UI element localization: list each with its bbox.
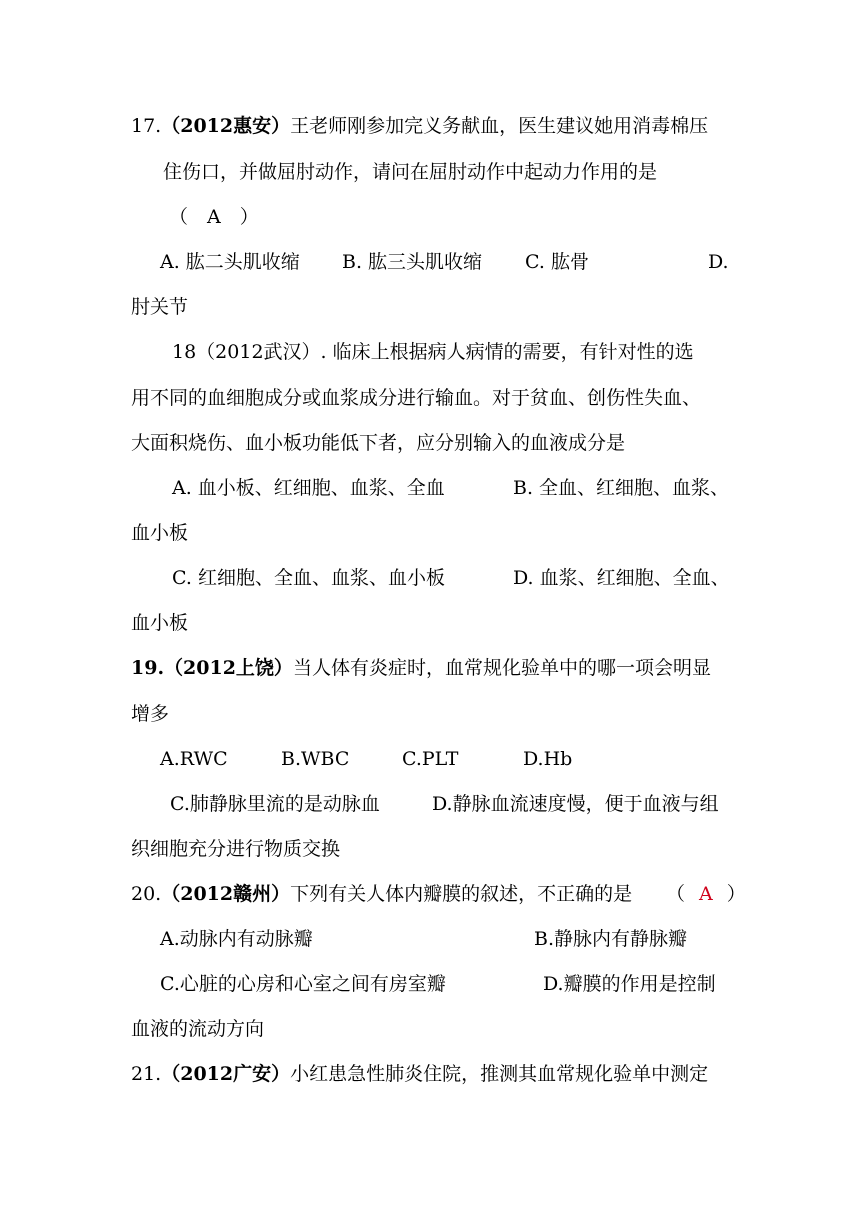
q20-options-cd bbox=[0, 975, 860, 997]
q20-options-ab bbox=[0, 930, 860, 952]
q17-options bbox=[0, 253, 860, 275]
q17-wrap: 肘关节 bbox=[131, 296, 189, 318]
q18-wrap-b: 血小板 bbox=[131, 522, 189, 544]
q18-line2: 用不同的血细胞成分或血浆成分进行输血。对于贫血、创伤性失血、 bbox=[131, 387, 702, 409]
q18-wrap-d: 血小板 bbox=[131, 612, 189, 634]
q19-line2: 增多 bbox=[131, 703, 170, 725]
q19-wrap: 织细胞充分进行物质交换 bbox=[131, 838, 341, 860]
q17-text-1: 王老师刚参加完义务献血，医生建议她用消毒棉压 bbox=[290, 115, 709, 137]
q18-options-cd bbox=[0, 569, 860, 591]
q18-option-c: C. 红细胞、全血、血浆、血小板 bbox=[172, 567, 445, 589]
q21-number: 21. bbox=[131, 1063, 162, 1085]
q17-line1 bbox=[131, 117, 708, 136]
q19-text-1: 当人体有炎症时，血常规化验单中的哪一项会明显 bbox=[292, 657, 711, 679]
q19-head: 19.（2012上饶） bbox=[131, 657, 293, 679]
q21-text-1: 小红患急性肺炎住院，推测其血常规化验单中测定 bbox=[290, 1063, 709, 1085]
q20-option-b: B.静脉内有静脉瓣 bbox=[534, 928, 688, 950]
q17-option-d: D. bbox=[708, 251, 729, 273]
q18-line3: 大面积烧伤、血小板功能低下者，应分别输入的血液成分是 bbox=[131, 432, 626, 454]
q20-option-d: D.瓣膜的作用是控制 bbox=[543, 973, 716, 995]
q21-source: （2012广安） bbox=[161, 1063, 291, 1085]
q20-answer bbox=[666, 885, 746, 904]
q19-option-b: B.WBC bbox=[281, 748, 350, 770]
q18-line1: 18（2012武汉）. 临床上根据病人病情的需要，有针对性的选 bbox=[172, 341, 694, 363]
q19-line1 bbox=[131, 659, 711, 678]
q20-answer-close: ） bbox=[726, 883, 746, 905]
q17-source: （2012惠安） bbox=[161, 115, 291, 137]
q19-options bbox=[0, 750, 860, 772]
q17-answer: （ A ） bbox=[169, 206, 259, 228]
q19-option-a: A.RWC bbox=[160, 748, 228, 770]
q20-wrap: 血液的流动方向 bbox=[131, 1018, 265, 1040]
q17-number: 17. bbox=[131, 115, 162, 137]
q20-text-1: 下列有关人体内瓣膜的叙述，不正确的是 bbox=[290, 883, 633, 905]
q18-options-ab bbox=[0, 479, 860, 501]
q21-line1 bbox=[131, 1065, 708, 1084]
q19-option-c: C.PLT bbox=[402, 748, 459, 770]
q19-options-cd bbox=[0, 795, 860, 817]
q20-source: （2012赣州） bbox=[161, 883, 291, 905]
q20-option-a: A.动脉内有动脉瓣 bbox=[160, 928, 313, 950]
q18-option-a: A. 血小板、红细胞、血浆、全血 bbox=[172, 477, 445, 499]
q19-option-d: D.Hb bbox=[523, 748, 573, 770]
q19-option-c2: C.肺静脉里流的是动脉血 bbox=[170, 793, 380, 815]
q17-option-b: B. 肱三头肌收缩 bbox=[342, 251, 483, 273]
q17-option-c: C. 肱骨 bbox=[525, 251, 589, 273]
q20-line1 bbox=[131, 885, 632, 904]
q18-option-d: D. 血浆、红细胞、全血、 bbox=[513, 567, 730, 589]
q17-line2: 住伤口，并做屈肘动作，请问在屈肘动作中起动力作用的是 bbox=[163, 161, 658, 183]
q17-option-a: A. 肱二头肌收缩 bbox=[160, 251, 300, 273]
q20-answer-letter: A bbox=[699, 883, 713, 905]
q20-number: 20. bbox=[131, 883, 162, 905]
q19-option-d2: D.静脉血流速度慢，便于血液与组 bbox=[432, 793, 719, 815]
q20-option-c: C.心脏的心房和心室之间有房室瓣 bbox=[160, 973, 446, 995]
q20-answer-open: （ bbox=[666, 883, 686, 905]
q18-option-b: B. 全血、红细胞、血浆、 bbox=[513, 477, 730, 499]
